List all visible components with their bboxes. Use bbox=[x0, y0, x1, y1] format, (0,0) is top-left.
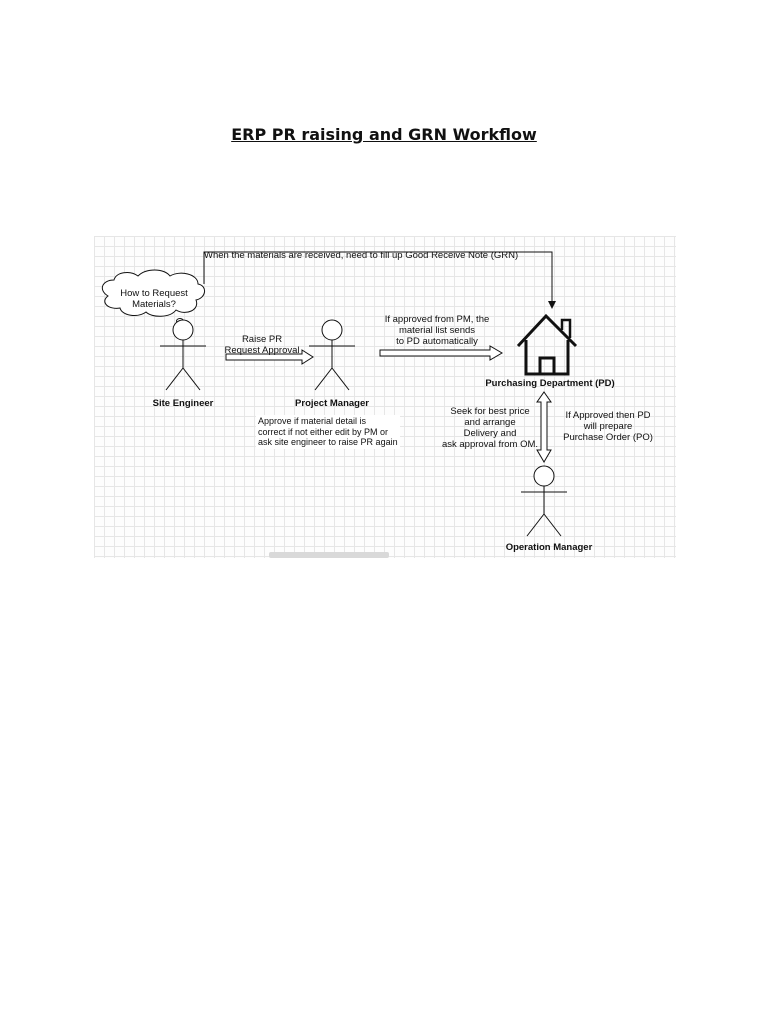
site-engineer-label: Site Engineer bbox=[152, 398, 214, 409]
operation-manager-label: Operation Manager bbox=[505, 542, 593, 553]
pd-om-right-note: If Approved then PD will prepare Purchase Order (PO) bbox=[563, 410, 653, 443]
grn-flow-label: When the materials are received, need to fill up Good Receive Note (GRN) bbox=[204, 250, 519, 261]
house-icon bbox=[518, 316, 576, 374]
diagram-scrollbar[interactable] bbox=[269, 552, 389, 558]
pm-approval-note: Approve if material detail is correct if not either edit by PM or ask site engineer to raise PR again bbox=[258, 416, 398, 447]
purchasing-department-label: Purchasing Department (PD) bbox=[485, 378, 615, 389]
workflow-diagram bbox=[94, 236, 676, 558]
operation-manager-figure bbox=[521, 466, 567, 536]
site-engineer-figure bbox=[160, 320, 206, 390]
pm-to-pd-label: If approved from PM, the material list sends to PD automatically bbox=[384, 314, 490, 347]
pm-to-pd-arrow bbox=[380, 346, 502, 360]
project-manager-figure bbox=[309, 320, 355, 390]
diagram-canvas bbox=[94, 236, 676, 558]
pd-om-left-note: Seek for best price and arrange Delivery and ask approval from OM. bbox=[441, 406, 539, 450]
project-manager-label: Project Manager bbox=[295, 398, 369, 409]
raise-pr-label: Raise PR Request Approval bbox=[224, 334, 300, 356]
page-title: ERP PR raising and GRN Workflow bbox=[231, 125, 537, 144]
cloud-text: How to Request Materials? bbox=[120, 288, 188, 310]
